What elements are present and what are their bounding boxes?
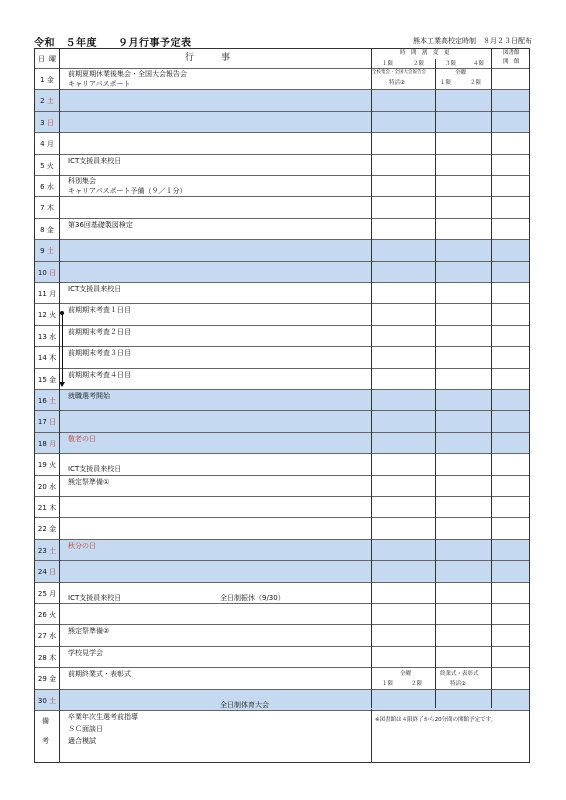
header-day: 日: [38, 55, 45, 63]
table-row: [35, 561, 529, 582]
day-weekday: [35, 139, 59, 149]
day-number: 6: [40, 183, 45, 191]
header-1gen: １限: [382, 61, 394, 67]
schedule-table: [34, 48, 530, 763]
weekday-cell: 土: [46, 97, 54, 106]
event-text: 熊定祭準備②: [68, 627, 110, 636]
weekday-cell: 月: [49, 589, 57, 598]
day-number: 16: [37, 397, 47, 405]
row29-special: 特活②: [450, 681, 466, 687]
day-number: 23: [37, 546, 47, 555]
divider-library: [491, 49, 492, 708]
weekday-cell: 水: [49, 482, 57, 491]
weekday-cell: 日: [49, 268, 57, 277]
sched-all-school: 全校集会・全国大会報告会: [372, 70, 426, 75]
day-weekday: [35, 182, 59, 192]
table-row: [35, 433, 529, 454]
table-row: [35, 369, 529, 390]
divider-remarks: [371, 709, 372, 762]
weekday-cell: 金: [49, 525, 57, 534]
day-number: 29: [37, 675, 47, 684]
table-row: [35, 476, 529, 497]
table-row: [35, 497, 529, 518]
day-number: 28: [37, 653, 47, 662]
event-text: 就職選考開始: [68, 392, 110, 400]
weekday-cell: 日: [49, 418, 57, 427]
day-number: 4: [40, 140, 45, 149]
weekday-cell: 土: [46, 247, 54, 256]
header-weekday: 曜: [49, 55, 56, 63]
table-row: [35, 625, 529, 646]
event-text: 科別集会: [68, 177, 96, 185]
day-weekday: [35, 439, 59, 449]
table-row: [35, 69, 529, 90]
day-number: 13: [37, 332, 47, 341]
day-weekday: [35, 353, 59, 363]
day-weekday: [35, 75, 59, 85]
table-row: [35, 326, 529, 347]
day-number: 8: [40, 225, 45, 234]
event-text: 秋分の日: [68, 541, 96, 550]
weekday-cell: 木: [49, 504, 57, 512]
day-weekday: [35, 225, 59, 235]
event-text: 前期期末考査１日目: [68, 306, 131, 315]
table-row: [35, 583, 529, 604]
weekday-cell: 土: [49, 546, 57, 555]
day-weekday: [35, 589, 59, 599]
sched-special: 特活②: [389, 80, 405, 86]
day-number: 18: [37, 439, 47, 448]
header-library-2: 開 館: [503, 59, 520, 65]
day-number: 10: [37, 268, 47, 277]
day-number: 12: [37, 311, 47, 320]
event-text: 前期期末考査３日目: [68, 349, 131, 358]
day-weekday: [35, 567, 59, 577]
weekday-cell: 金: [46, 76, 54, 84]
day-number: 15: [37, 375, 47, 384]
remarks-line-3: 適合模試: [68, 737, 96, 745]
day-weekday: [35, 610, 59, 620]
divider-mid: [435, 59, 436, 708]
weekday-cell: 金: [49, 675, 57, 684]
day-number: 7: [40, 204, 45, 213]
event-text: 熊定祭準備①: [68, 477, 110, 486]
day-number: 3: [40, 118, 45, 127]
weekday-cell: 水: [49, 632, 57, 641]
table-row: [35, 219, 529, 240]
divider-events: [371, 49, 372, 708]
weekday-cell: 火: [46, 161, 54, 170]
event-text: キャリアパスポート予備（９／１分）: [68, 187, 187, 195]
table-row: [35, 540, 529, 561]
day-number: 1: [40, 76, 45, 84]
day-weekday: [35, 631, 59, 641]
day-weekday: [35, 417, 59, 427]
day-number: 27: [37, 632, 47, 641]
event-text: 前期期末考査２日目: [68, 327, 131, 336]
day-weekday: [35, 375, 59, 385]
day-number: 24: [37, 568, 47, 577]
day-weekday: [35, 696, 59, 706]
event-text: 全日制体育大会: [220, 700, 269, 709]
weekday-cell: 日: [49, 568, 57, 577]
table-row: [35, 390, 529, 411]
weekday-cell: 火: [49, 611, 57, 619]
day-number: 2: [40, 97, 45, 106]
day-number: 20: [37, 482, 47, 491]
table-row: [35, 690, 529, 711]
table-row: [35, 90, 529, 111]
day-weekday: [35, 310, 59, 320]
event-text: キャリアパスポート: [68, 80, 131, 88]
weekday-cell: 月: [46, 140, 54, 149]
header-3gen: ３限: [445, 61, 457, 67]
event-text: ICT支援員来校日: [68, 156, 122, 165]
day-weekday: [35, 460, 59, 470]
remarks-line-2: ＳＣ面談日: [68, 725, 103, 733]
event-extra: 全日制振休（9/30）: [220, 593, 285, 602]
header-events: 行 事: [185, 53, 231, 63]
table-row: [35, 197, 529, 218]
event-text: 第36回基礎製図検定: [68, 220, 133, 229]
weekday-cell: 土: [49, 397, 57, 405]
table-row: [35, 604, 529, 625]
table-row: [35, 304, 529, 325]
weekday-cell: 金: [46, 225, 54, 234]
header-schedule: 時 間 割 変 更: [400, 50, 450, 56]
day-weekday: [35, 674, 59, 684]
day-weekday: [35, 396, 59, 406]
page-title: 令和 ５年度 ９月行事予定表: [34, 38, 192, 49]
day-number: 26: [37, 611, 47, 619]
sched-all-label: 全曜: [455, 70, 467, 76]
remarks-label-2: 考: [42, 737, 49, 745]
remarks-label-1: 備: [42, 717, 49, 725]
day-number: 9: [40, 247, 45, 256]
day-weekday: [35, 161, 59, 171]
event-text: ICT支援員来校日: [68, 285, 122, 293]
library-note: ※図書館は４限終了から20分間の開館予定です。: [375, 717, 497, 723]
day-number: 25: [37, 589, 47, 598]
table-row: [35, 518, 529, 539]
row29-s1: １限: [382, 681, 394, 687]
weekday-cell: 水: [49, 332, 57, 341]
day-number: 11: [37, 290, 47, 298]
table-row: [35, 454, 529, 475]
row29-ceremony: 終業式・表彰式: [440, 671, 479, 677]
weekday-cell: 木: [46, 204, 54, 213]
day-weekday: [35, 546, 59, 556]
table-row: [35, 133, 529, 154]
weekday-cell: 月: [49, 290, 57, 298]
table-row: [35, 347, 529, 368]
header-4gen: ４限: [473, 61, 485, 67]
event-text: ICT支援員来校日: [68, 593, 122, 602]
table-row: [35, 647, 529, 668]
event-text: 前期終業式・表彰式: [68, 670, 131, 679]
event-text: 前期期末考査４日目: [68, 370, 131, 379]
row29-all-label: 全曜: [400, 671, 412, 677]
day-number: 30: [37, 696, 47, 705]
event-text: 学校見学会: [68, 648, 103, 657]
remarks-line-1: 卒業年次生選考前指導: [68, 713, 138, 721]
weekday-cell: 木: [49, 653, 57, 662]
day-number: 19: [37, 461, 47, 470]
day-number: 17: [37, 418, 47, 427]
weekday-cell: 月: [49, 439, 57, 448]
event-text: 前期夏期休業後集会・全国大会報告会: [68, 70, 187, 78]
weekday-cell: 土: [49, 696, 57, 705]
day-weekday: [35, 203, 59, 213]
weekday-cell: 木: [49, 354, 57, 363]
day-weekday: [35, 268, 59, 278]
day-number: 14: [37, 354, 47, 363]
table-row: [35, 262, 529, 283]
day-weekday: [35, 503, 59, 513]
day-number: 21: [37, 504, 47, 512]
day-weekday: [35, 653, 59, 663]
table-row: [35, 411, 529, 432]
exam-period-line: [62, 313, 63, 383]
day-number: 22: [37, 525, 47, 534]
day-weekday: [35, 96, 59, 106]
table-row: [35, 176, 529, 197]
weekday-cell: 日: [46, 118, 54, 127]
divider-day: [59, 49, 60, 762]
day-number: 5: [40, 161, 45, 170]
day-weekday: [35, 118, 59, 128]
weekday-cell: 火: [49, 311, 57, 320]
event-text: 敬老の日: [68, 434, 96, 443]
sched-s1: １限: [440, 80, 452, 86]
distribution-note: 熊本工業高校定時制 ８月２３日配布: [413, 37, 532, 45]
weekday-cell: 金: [49, 375, 57, 384]
day-weekday: [35, 246, 59, 256]
day-weekday: [35, 332, 59, 342]
table-row: [35, 155, 529, 176]
day-weekday: [35, 482, 59, 492]
weekday-cell: 火: [49, 461, 57, 470]
day-weekday: [35, 289, 59, 299]
event-text: ICT支援員来校日: [68, 465, 122, 474]
row29-s2: ２限: [411, 681, 423, 687]
day-weekday: [35, 524, 59, 534]
header-2gen: ２限: [413, 61, 425, 67]
table-row: [35, 240, 529, 261]
weekday-cell: 水: [46, 183, 54, 191]
table-row: [35, 112, 529, 133]
header-library-1: 図書館: [503, 50, 520, 56]
table-row: [35, 283, 529, 304]
sched-s2: ２限: [470, 80, 482, 86]
